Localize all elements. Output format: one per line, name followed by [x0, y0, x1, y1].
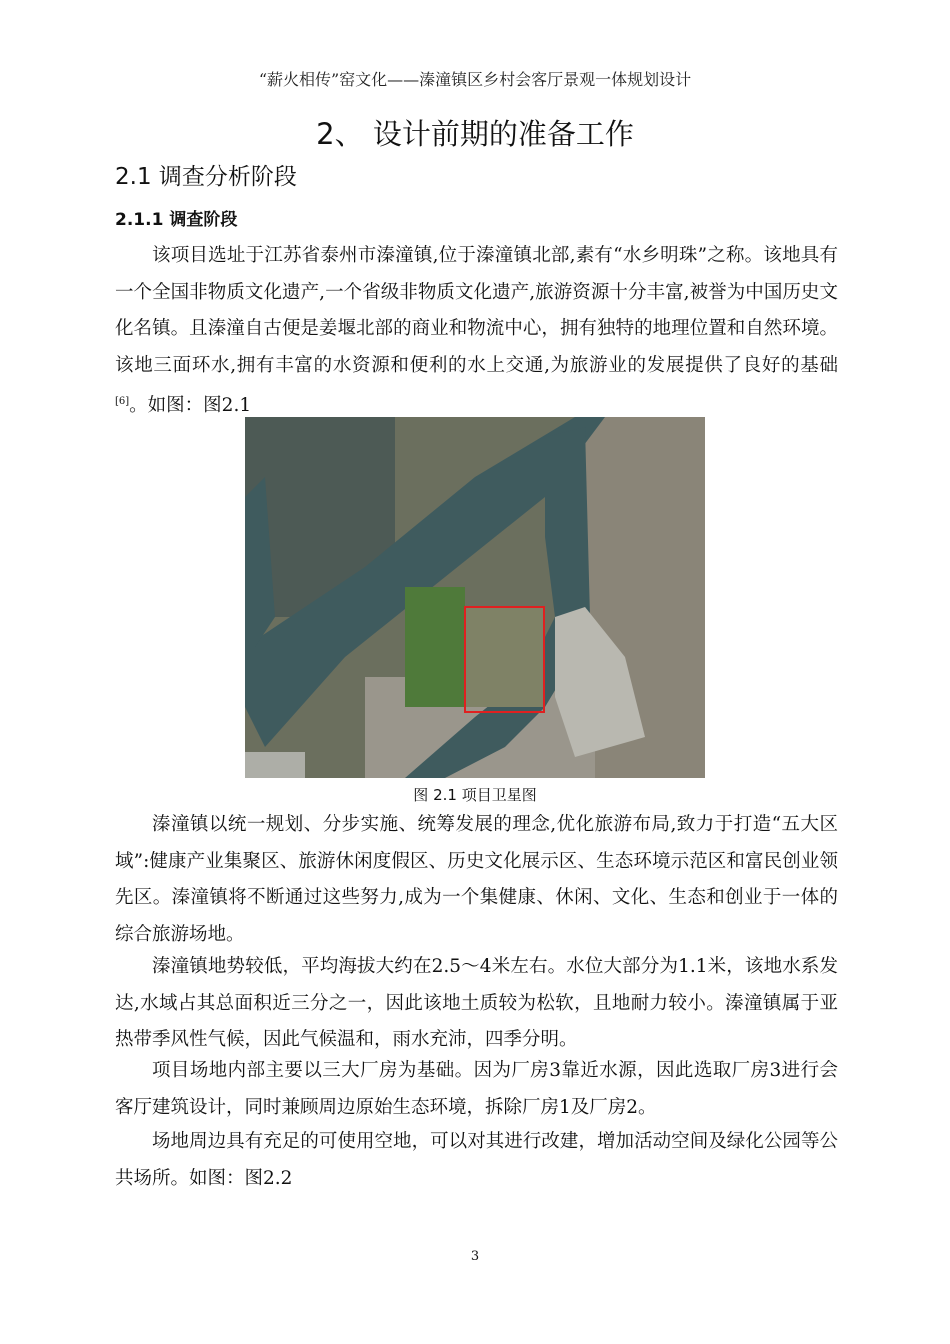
figure-caption: 图 2.1 项目卫星图: [413, 786, 537, 804]
paragraph-3: 溱潼镇地势较低，平均海拔大约在2.5～4米左右。水位大部分为1.1米，该地水系发达,水域占其总面积近三分之一，因此该地土质较为松软，且地耐力较小。溱潼镇属于亚热带季风性气候，因此气候温和，雨水充沛，四季分明。: [115, 956, 838, 1051]
citation: [6]: [115, 396, 130, 408]
chapter-title: 2、 设计前期的准备工作: [316, 117, 634, 151]
satellite-map-image: [245, 417, 705, 778]
paragraph-4: 项目场地内部主要以三大厂房为基础。因为厂房3靠近水源，因此选取厂房3进行会客厅建筑设计，同时兼顾周边原始生态环境，拆除厂房1及厂房2。: [115, 1060, 838, 1118]
page-number: 3: [470, 1249, 480, 1264]
paragraph-5: 场地周边具有充足的可使用空地，可以对其进行改建，增加活动空间及绿化公园等公共场所。如图：图2.2: [115, 1131, 838, 1189]
section-title: 2.1 调查分析阶段: [115, 164, 297, 190]
subsection-title: 2.1.1 调查阶段: [115, 210, 238, 230]
paragraph-2: 溱潼镇以统一规划、分步实施、统筹发展的理念,优化旅游布局,致力于打造“五大区域”:健康产业集聚区、旅游休闲度假区、历史文化展示区、生态环境示范区和富民创业领先区。溱潼镇将不断通过这些努力,成为一个集健康、休闲、文化、生态和创业于一体的综合旅游场地。: [115, 814, 838, 945]
running-header: “薪火相传”窑文化——溱潼镇区乡村会客厅景观一体规划设计: [258, 70, 692, 89]
paragraph-1: 该项目选址于江苏省泰州市溱潼镇,位于溱潼镇北部,素有“水乡明珠”之称。该地具有一个全国非物质文化遗产,一个省级非物质文化遗产,旅游资源十分丰富,被誉为中国历史文化名镇。且溱潼自古便是姜堰北部的商业和物流中心，拥有独特的地理位置和自然环境。该地三面环水,拥有丰富的水资源和便利的水上交通,为旅游业的发展提供了良好的基础[6]。如图：图2.1: [115, 245, 838, 417]
